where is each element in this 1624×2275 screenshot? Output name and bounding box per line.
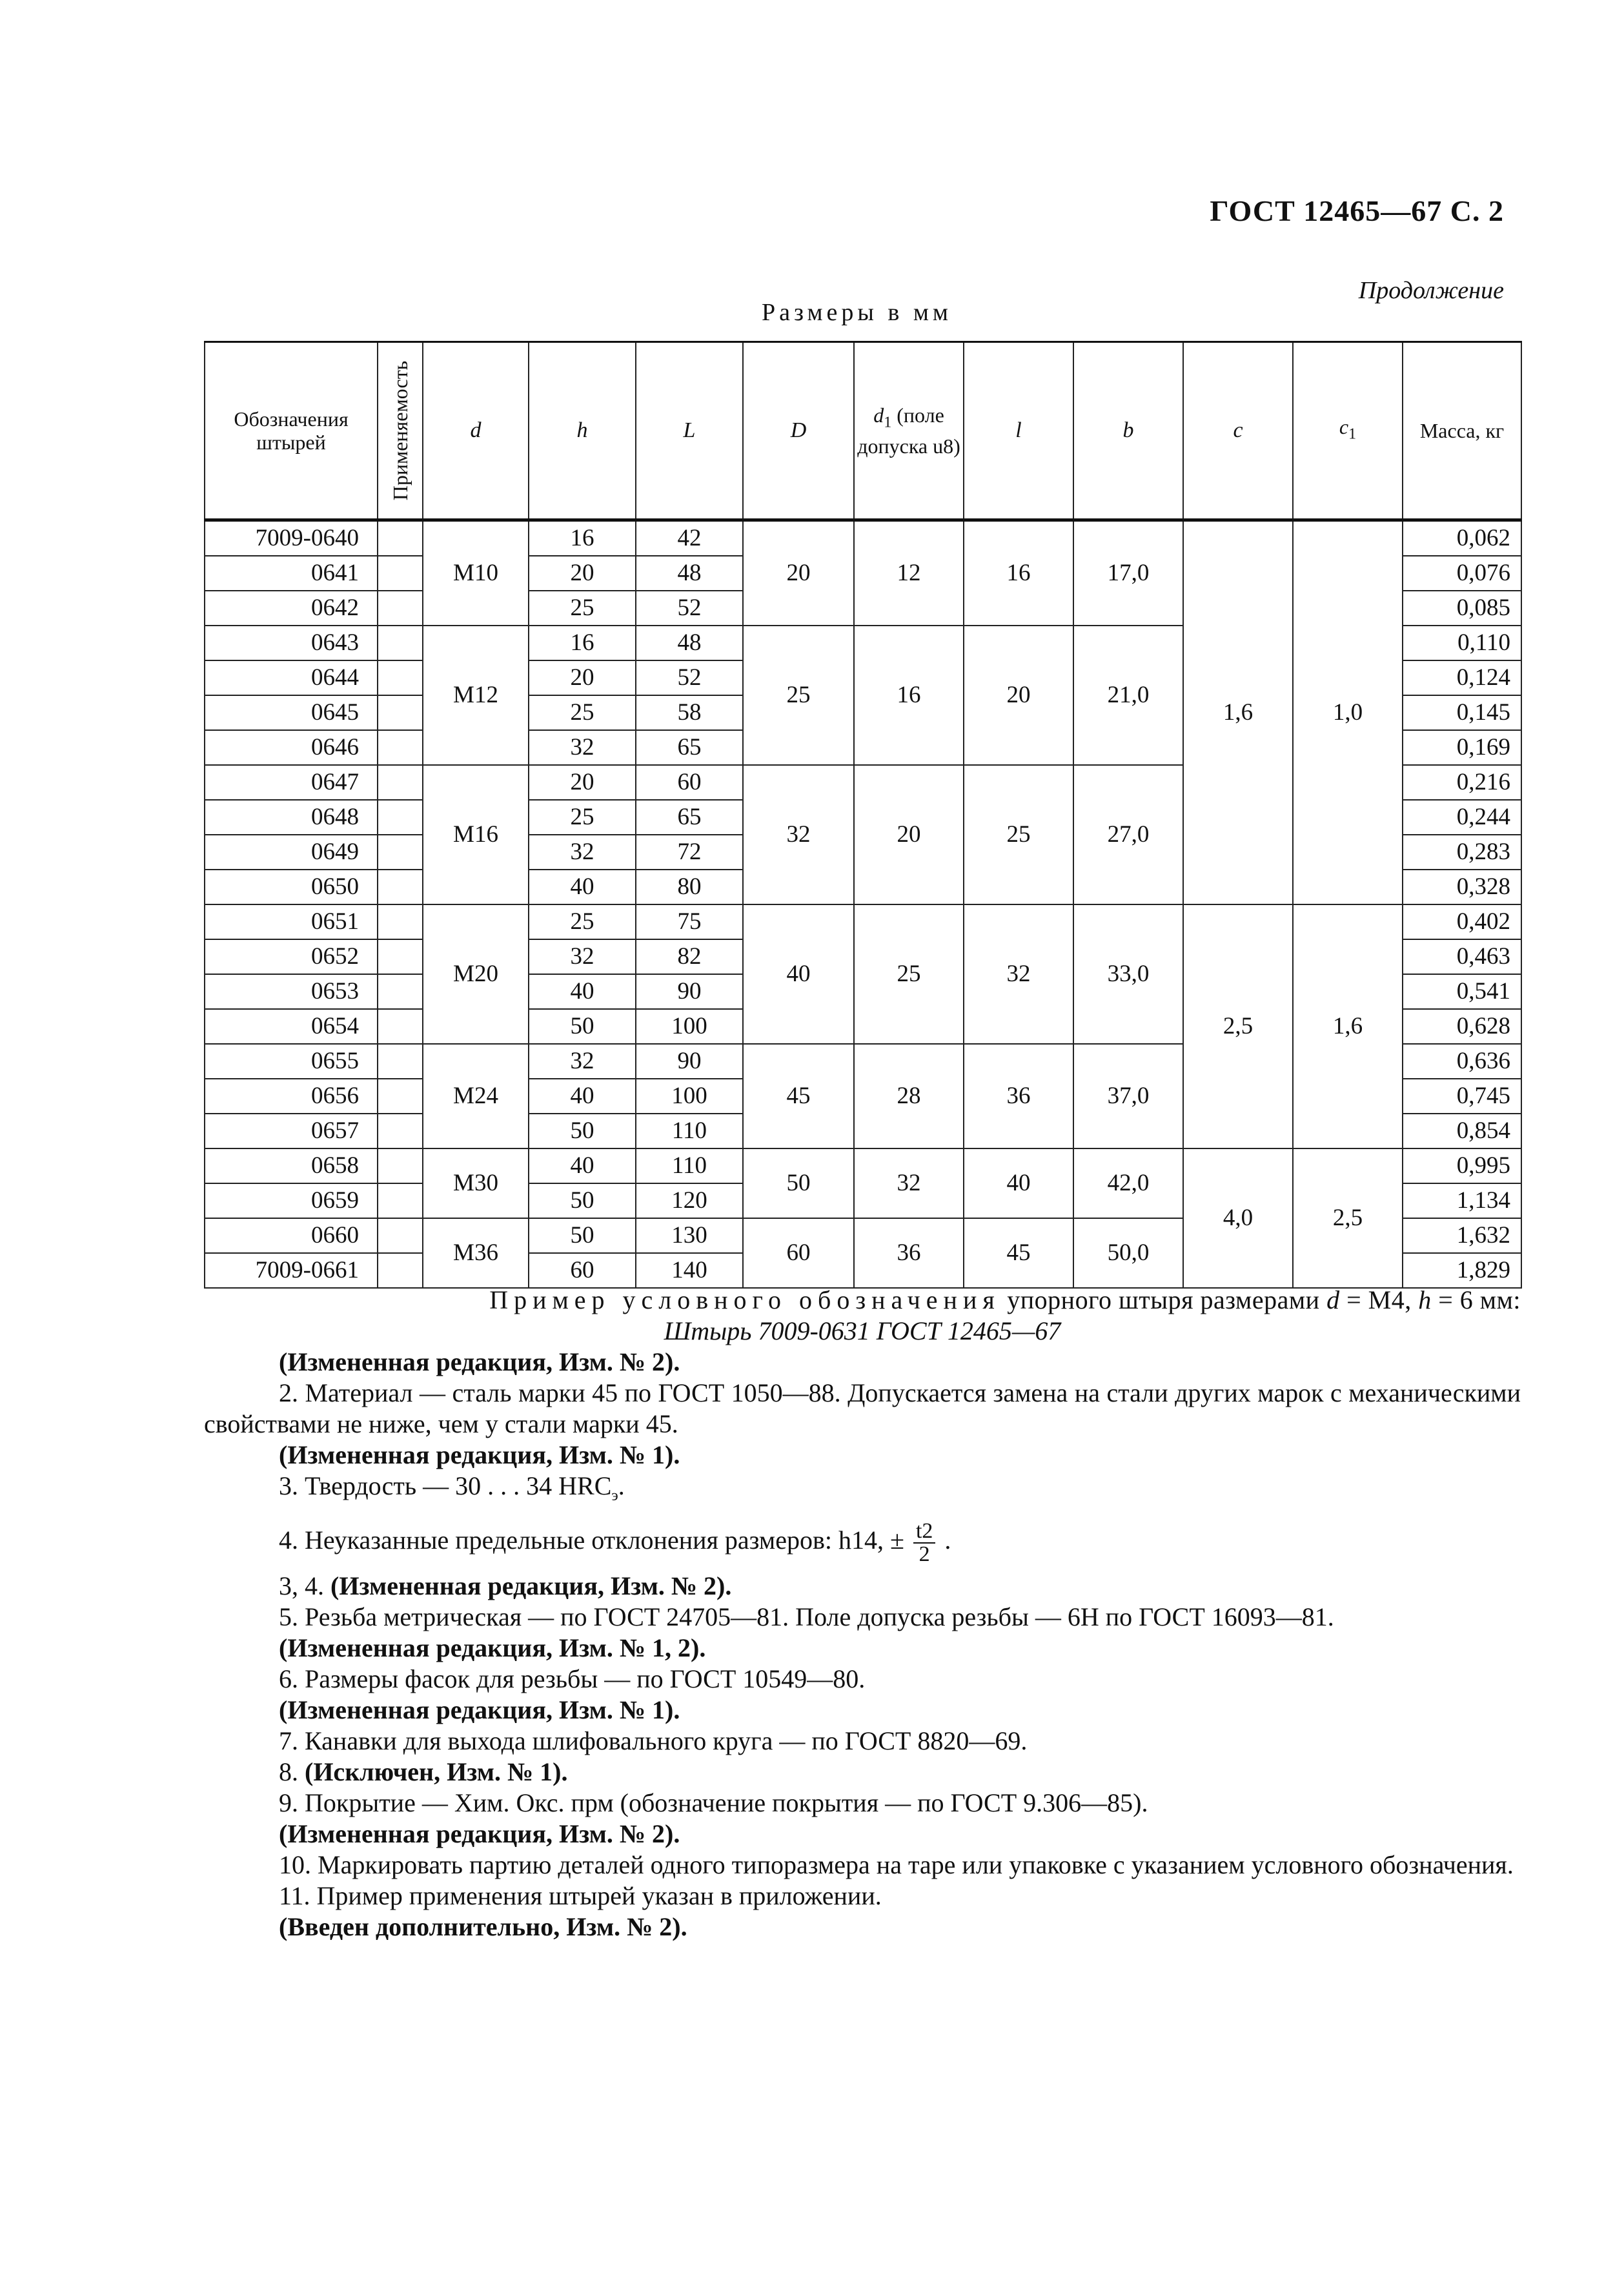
table-row: 0660 M36 50 130 60 36 45 50,0 1,632 [205,1218,1521,1253]
amendment-note: (Введен дополнительно, Изм. № 2). [279,1912,687,1941]
clause-8: 8. (Исключен, Изм. № 1). [279,1757,568,1786]
table-row: 0653 40 90 0,541 [205,974,1521,1009]
page-header: ГОСТ 12465—67 С. 2 [1210,194,1504,227]
amendment-note: (Измененная редакция, Изм. № 2). [279,1819,680,1848]
table-row: 0652 32 82 0,463 [205,939,1521,974]
table-row: 0649 32 72 0,283 [205,835,1521,870]
table-row: 0651 M20 25 75 40 25 32 33,0 2,5 1,6 0,402 [205,904,1521,939]
col-applicability [378,342,423,520]
col-d1: $d_1$ (поле допуска u8) [854,342,964,520]
table-row: 0645 25 58 0,145 [205,695,1521,730]
clause-4: 4. Неуказанные предельные отклонения размеров: h14, ± $\frac{t2}{2}$ . [279,1519,951,1566]
amendment-note: (Измененная редакция, Изм. № 1). [279,1440,680,1469]
col-d: d [423,342,529,520]
amendment-note: (Измененная редакция, Изм. № 1). [279,1695,680,1724]
clause-9: 9. Покрытие — Хим. Окс. прм (обозначение покрытия — по ГОСТ 9.306—85). [279,1788,1148,1817]
table-row: 0658 M30 40 110 50 32 40 42,0 4,0 2,5 0,995 [205,1148,1521,1183]
continuation-label: Продолжение [1358,277,1504,304]
table-row: 0657 50 110 0,854 [205,1114,1521,1148]
clause-3: 3. Твердость — 30 . . . 34 $HRC_э$. [279,1471,625,1504]
table-row: 0641 20 48 0,076 [205,556,1521,591]
table-header-row [205,342,1521,520]
table-row: 0655 M24 32 90 45 28 36 37,0 0,636 [205,1044,1521,1079]
amendment-note: (Измененная редакция, Изм. № 1, 2). [279,1633,706,1662]
example-line: Пример условного обозначения упорного штыря размерами d = M4, h = 6 мм: [489,1285,1521,1314]
table-row: 0646 32 65 0,169 [205,730,1521,765]
table-row: 0644 20 52 0,124 [205,660,1521,695]
clause-5: 5. Резьба метрическая — по ГОСТ 24705—81. Поле допуска резьбы — 6Н по ГОСТ 16093—81. [279,1602,1334,1631]
clause-2: 2. Материал — сталь марки 45 по ГОСТ 1050—88. Допускается замена на стали других марок с механическими свойствами не ниже, чем у стали марки 45. [204,1378,1521,1438]
col-L: L [636,342,743,520]
clause-10: 10. Маркировать партию деталей одного типоразмера на таре или упаковке с указанием условного обозначения. [279,1850,1514,1879]
col-mass: Масса, кг [1403,342,1521,520]
table-row: 7009-0640 M10 16 42 20 12 16 17,0 1,6 1,0 0,062 [205,520,1521,556]
spec-table-container [204,341,1521,1289]
table-row: 0648 25 65 0,244 [205,800,1521,835]
table-row: 0642 25 52 0,085 [205,591,1521,626]
col-b: b [1073,342,1183,520]
col-c: c [1183,342,1293,520]
table-row: 0659 50 120 1,134 [205,1183,1521,1218]
table-row: 7009-0661 60 140 1,829 [205,1253,1521,1288]
document-body [204,1285,1521,1943]
clause-7: 7. Канавки для выхода шлифовального круга — по ГОСТ 8820—69. [279,1726,1028,1755]
spec-table [204,341,1522,1289]
example-designation: Штырь 7009-0631 ГОСТ 12465—67 [664,1316,1061,1345]
col-h: h [529,342,636,520]
fraction: $\frac{t2}{2}$ [913,1520,935,1566]
amendment-note: 3, 4. (Измененная редакция, Изм. № 2). [279,1571,732,1600]
clause-11: 11. Пример применения штырей указан в приложении. [279,1881,882,1910]
col-applicability-label: Применяемость [389,360,412,501]
amendment-note: (Измененная редакция, Изм. № 2). [279,1347,680,1376]
table-row: 0656 40 100 0,745 [205,1079,1521,1114]
col-l: l [964,342,1073,520]
clause-6: 6. Размеры фасок для резьбы — по ГОСТ 10549—80. [279,1664,866,1693]
table-row: 0654 50 100 0,628 [205,1009,1521,1044]
table-caption: Размеры в мм [762,299,952,326]
table-row: 0643 M12 16 48 25 16 20 21,0 0,110 [205,626,1521,660]
col-c1: $c_1$ [1293,342,1403,520]
col-designation: Обозначения штырей [205,342,378,520]
col-D: D [743,342,854,520]
table-row: 0647 M16 20 60 32 20 25 27,0 0,216 [205,765,1521,800]
table-row: 0650 40 80 0,328 [205,870,1521,904]
